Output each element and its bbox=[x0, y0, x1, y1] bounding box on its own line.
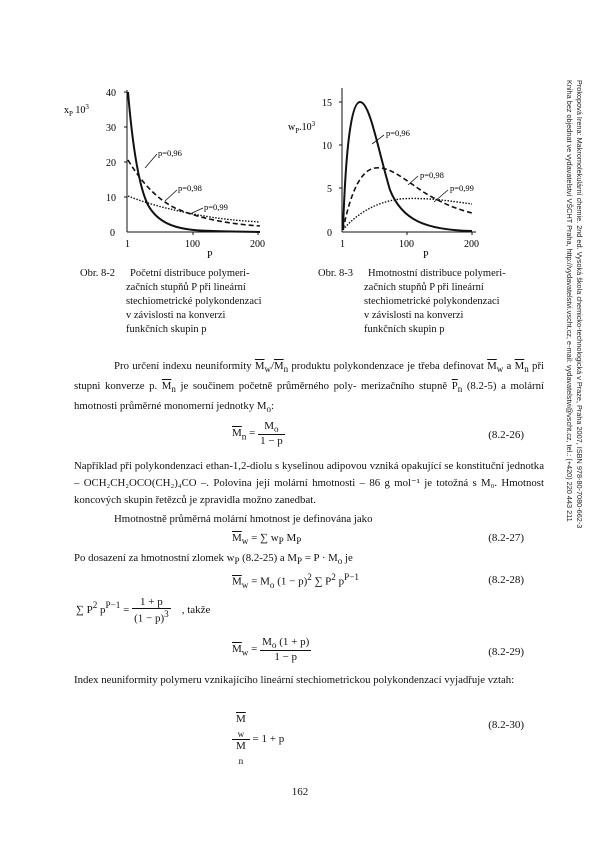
left-ytick: 30 bbox=[106, 123, 116, 134]
right-series-label: p=0,98 bbox=[420, 170, 444, 180]
paragraph-mw-definition: Hmotnostně průměrná molární hmotnost je definována jako bbox=[114, 513, 373, 525]
page-number: 162 bbox=[291, 786, 309, 798]
right-series-label: p=0,99 bbox=[450, 183, 474, 193]
left-series-label: p=0,96 bbox=[158, 148, 182, 158]
caption-line: v závislosti na konverzi bbox=[364, 310, 464, 321]
left-xtick: 1 bbox=[125, 239, 130, 250]
caption-number: Obr. 8-2 bbox=[80, 268, 115, 279]
right-ytick: 0 bbox=[327, 228, 332, 239]
equation-number: (8.2-30) bbox=[488, 719, 524, 731]
figure-weight-distribution bbox=[280, 80, 510, 265]
caption-line: začních stupňů P při lineární bbox=[126, 282, 246, 293]
left-ytick: 10 bbox=[106, 193, 116, 204]
caption-line: funkčních skupin p bbox=[126, 324, 207, 335]
caption-figure-8-3 bbox=[318, 267, 558, 337]
right-ytick: 10 bbox=[322, 141, 332, 152]
paragraph-substitution: Po dosazení za hmotnostní zlomek $w_P$ (8.2-25) a $M_P = P \cdot M_o$ je bbox=[74, 552, 353, 567]
left-series-label: p=0,99 bbox=[204, 202, 228, 212]
left-xtick: 100 bbox=[185, 239, 200, 250]
right-curve-p096 bbox=[343, 102, 472, 231]
right-series-label: p=0,96 bbox=[386, 128, 410, 138]
caption-line: stechiometrické polykondenzaci bbox=[126, 296, 262, 307]
equation-number: (8.2-28) bbox=[488, 574, 524, 586]
caption-line: Hmotnostní distribuce polymeri- bbox=[368, 268, 506, 279]
left-xtick: 200 bbox=[250, 239, 265, 250]
left-x-ticks bbox=[125, 232, 265, 261]
right-xtick: 200 bbox=[464, 239, 479, 250]
right-xtick: 1 bbox=[340, 239, 345, 250]
left-xlabel: P bbox=[207, 250, 213, 261]
equation-sum-identity: ∑ $P^2$ $p^{P-1}$ = $\frac{1 + p}{(1 - p)^3}$ , takže bbox=[76, 596, 211, 625]
right-xlabel: P bbox=[423, 250, 429, 261]
side-copyright-note bbox=[564, 80, 584, 528]
caption-figure-8-2 bbox=[80, 267, 300, 337]
left-ytick: 40 bbox=[106, 88, 116, 99]
figure-number-distribution bbox=[60, 80, 290, 265]
right-ytick: 5 bbox=[327, 184, 332, 195]
equation-number: (8.2-26) bbox=[488, 429, 524, 441]
side-note-line-1: Prokopová Irena: Makromolekulární chemie. 2nd ed. Vysoká škola chemicko-technologická v Praze, Praha 2007, ISBN 978-80-7080-662-3 bbox=[575, 80, 584, 529]
side-note-line-2: Kniha bez objednat ve vydavatelství VŠCHT Praha, http://vydavatelstvi.vscht.cz, e-mail: vydavatelstvi@vscht.cz, tel.: (+420) 220 443 211 bbox=[565, 80, 574, 522]
left-ytick: 20 bbox=[106, 158, 116, 169]
right-ylabel: $w_P.10^3$ bbox=[288, 120, 316, 135]
right-ytick: 15 bbox=[322, 98, 332, 109]
equation-8-2-29: $\overline{M}_w$ = $\frac{M_o (1 + p)}{1 - p}$ bbox=[232, 636, 310, 664]
left-series-label: p=0,98 bbox=[178, 183, 202, 193]
equation-8-2-26: $\overline{M}_n$ = $\frac{M_o}{1 - p}$ bbox=[232, 420, 283, 448]
equation-8-2-27: $\overline{M}_w$ = ∑ $w_P$ $M_P$ bbox=[232, 532, 302, 547]
caption-line: funkčních skupin p bbox=[364, 324, 445, 335]
left-curve-p099 bbox=[128, 196, 260, 222]
paragraph-example: Například při polykondenzaci ethan-1,2-diolu s kyselinou adipovou vzniká opakující se konstituční jednotka – OCH₂CH₂OCO(CH₂)₄CO –. Polovina její molární hmotnosti – 86 g mol⁻¹ je totožná s M₀. Hmotnost koncových skupin řetězců je zpravidla možno zanedbat. bbox=[74, 460, 544, 506]
caption-number: Obr. 8-3 bbox=[318, 268, 353, 279]
left-ylabel: $x_P$ $10^3$ bbox=[64, 103, 89, 118]
right-y-ticks bbox=[322, 98, 342, 239]
left-curve-p098 bbox=[128, 160, 260, 226]
caption-line: v závislosti na konverzi bbox=[126, 310, 226, 321]
equation-number: (8.2-27) bbox=[488, 532, 524, 544]
left-y-ticks bbox=[106, 88, 127, 239]
caption-line: Početní distribuce polymeri- bbox=[130, 268, 250, 279]
equation-8-2-30: $\overline{M}$ $_w$ $\overline{M}$ $_n$ = 1 + p bbox=[232, 713, 284, 766]
equation-8-2-28: $\overline{M}_w = M_o$ $(1 - p)^2$ ∑ $P^2$ $p^{P-1}$ bbox=[232, 572, 359, 590]
left-curve-p096 bbox=[128, 92, 260, 232]
caption-line: stechiometrické polykondenzaci bbox=[364, 296, 500, 307]
caption-line: začních stupňů P při lineární bbox=[364, 282, 484, 293]
left-ytick: 0 bbox=[110, 228, 115, 239]
right-xtick: 100 bbox=[399, 239, 414, 250]
paragraph-index: Index neuniformity polymeru vznikajícího lineární stechiometrickou polykondenzací vyjadřuje vztah: bbox=[74, 674, 515, 686]
paragraph-intro: Pro určení indexu neuniformity $\overline{M}_w/\overline{M}_n$ produktu polykondenzace je třeba definovat $\overline{M}_w$ a $\overline{M}_n$ při stupni konverze p. $\overline{M}_n$ je součinem početně průměrného poly- merizačního stupně $\overline{P}_n$ (8.2-5) a molární hmotnosti průměrné monomerní jednotky $M_o$: bbox=[74, 360, 545, 415]
equation-number: (8.2-29) bbox=[488, 646, 524, 658]
right-x-ticks bbox=[340, 232, 479, 261]
right-curve-p098 bbox=[343, 168, 472, 230]
